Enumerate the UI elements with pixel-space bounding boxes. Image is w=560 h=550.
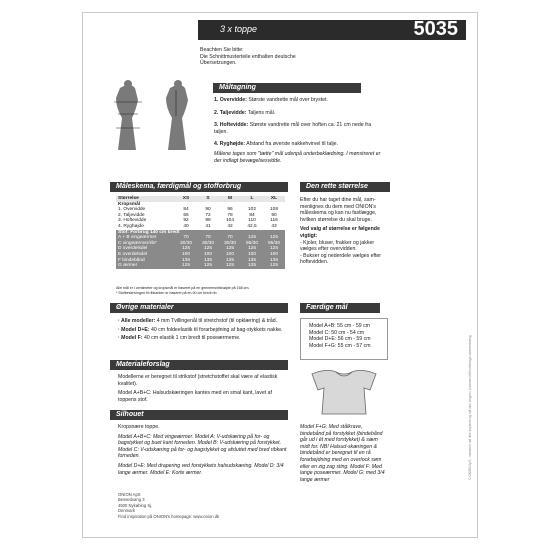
table-row: Kropsmål <box>118 201 141 207</box>
materialeforslag-body: Modellerne er beregnet til strikstof (stretchstoffet skal være af elastisk kvalitet). Model A+B+C: Halsudskæringen kantes med en smal kant, lavet af toppens stof. <box>118 374 278 403</box>
footer-company: ONION ApS <box>118 492 141 497</box>
body-measurement-figure <box>110 80 210 160</box>
header-banner <box>198 20 466 40</box>
measure-item: 2. Taljevidde: Taljens mål. <box>214 109 276 116</box>
footer: ONION ApS Bessedvang 3 4500 Nykøbing Sj. Denmark Find inspiration på ONION's homepage: www.onion.dk <box>118 492 298 519</box>
table-row: 2. Taljevidde 66 72 78 84 90 <box>118 212 277 218</box>
header-subtitle: 3 x toppe <box>220 24 258 34</box>
other-materials-list <box>118 318 288 342</box>
finished-item: Model A+B: 55 cm - 59 cm <box>309 323 370 329</box>
table-row: E overdelsdel 100 100 100 100 100 <box>116 252 285 258</box>
copyright-side-text: © ONION ApS - mønstret må ikke kopieres og må ikke bruges i kommercielt/forretnings-sammenhæng <box>468 335 472 480</box>
german-note-line: Übersetzungen. <box>200 60 237 67</box>
table-row: D overdelsdel 125 125 125 125 125 <box>116 246 285 252</box>
table-row: A + B vingeærmer 70 70 70 125 125 <box>116 235 285 241</box>
finished-item: Model C: 50 cm - 54 cm <box>309 329 365 336</box>
size-table <box>116 196 285 269</box>
table-row: 1. Overvidde 84 90 96 102 108 <box>118 207 278 213</box>
table-header-row: Størrelse XS S M L XL <box>116 196 285 202</box>
silhouet-title: Silhouet <box>110 410 288 420</box>
finished-title: Færdige mål <box>300 303 380 313</box>
footer-web: Find inspiration på ONION's homepage: www.onion.dk <box>118 513 220 519</box>
table-row: 4. Ryghøjde 40 41 42 42,5 43 <box>118 223 277 229</box>
finished-box <box>300 318 388 360</box>
right-size-title: Den rette størrelse <box>300 182 390 192</box>
top-illustration <box>306 366 382 418</box>
measure-note: Målene tages som "tætte" mål udenpå underbeklædning. I mønstreret er der indlagt bevægelsesvidde. <box>214 150 381 164</box>
material-item: · Model D+E: 40 cm foldeelastik til forarbejdning af bag-stykkets nakke. <box>118 326 283 333</box>
german-note <box>200 47 400 67</box>
silhouet-right: Model F+G: Med stålkrave, bindebånd på forstykket (bindebånd går ud i ét med forstykket) & sæm midt for. NB! Halsud-skæringen & bindebånd er beregnet til en rå forarbejdning med en overlock søm eller en zig zag sting. Model F: Med lange poseærmer. Model G: med 3/4 lange ærmer <box>300 424 385 483</box>
german-note-line: Die Schnittmusterteile enthalten deutsche <box>200 53 296 60</box>
table-row: Stof: Forbrug 140 cm bredt <box>116 230 285 236</box>
other-materials-title: Øvrige materialer <box>110 303 288 313</box>
silhouet-left: Kropsnære toppe. Model A+B+C: Med vingeærmer. Model A: V-udskæring på for- og bagstykket og buet kant forneden. Model B: V-udskæring på forstykket. Model C: V-udskæring på for- og bagstykket og afsluttet med bred ribkant forneden. Model D+E: Med drapering ved forstykkets halsudskæring. Model D: 3/4 lange ærmer. Model E: Korte ærmer. <box>118 424 287 476</box>
finished-item: Model D+E: 56 cm - 59 cm <box>309 336 371 343</box>
maltagning-list <box>214 97 384 164</box>
material-item: · Model F: 40 cm elastik 1 cm bredt til poseærmerne. <box>118 335 241 342</box>
table-row: 3. Hoftevidde 92 98 104 110 116 <box>118 218 278 224</box>
table-row: F bindebånd 135 135 135 135 135 <box>116 258 285 264</box>
measure-item: 1. Overvidde: Største vandrette mål over brystet. <box>214 97 328 103</box>
german-note-line: Beachten Sie bitte: <box>200 47 244 53</box>
measure-item: 4. Ryghøjde: Afstand fra øverste nakkehvirvel til talje. <box>214 141 338 148</box>
materialeforslag-title: Materialeforslag <box>110 360 288 370</box>
maltagning-title: Måltagning <box>213 83 361 93</box>
pattern-number: 5035 <box>413 18 458 40</box>
measure-item: 3. Hoftevidde: Største vandrette mål over hoften ca. 21 cm nede fra taljen. <box>214 122 372 135</box>
material-item: · Alle modeller: 4 mm Tvillingenål til stretchstof (til opklæring) & tråd. <box>118 318 278 324</box>
finished-item: Model F+G: 55 cm - 57 cm <box>309 342 371 349</box>
table-row: C vingeærmer/rib* 30/30 30/30 30/30 95/30 95/30 <box>116 241 285 247</box>
right-size-body: Efter du har taget dine mål, sam-menlignes du dem med ONION's måleskema og kan nu fastlægge, hvilken størrelse du skal bruge. Ved valg af størrelse er følgende vigtigt: - Kjoler, bluser, frakker og jakker vælges efter overvidden. - Bukser og nederdele vælges efter hoftevidden. <box>300 197 382 266</box>
table-footnotes: Alle mål er i centimeter og kropsmål er baseret på en gennemsnitshøjde på 168 cm. * Stofbeskrivingen til ribkanten er baseret på en 90 cm bredt rib. <box>116 286 250 295</box>
table-row: G ærmer 125 125 125 125 125 <box>116 263 285 269</box>
size-section-title: Måleskema, færdigmål og stofforbrug <box>110 182 288 192</box>
